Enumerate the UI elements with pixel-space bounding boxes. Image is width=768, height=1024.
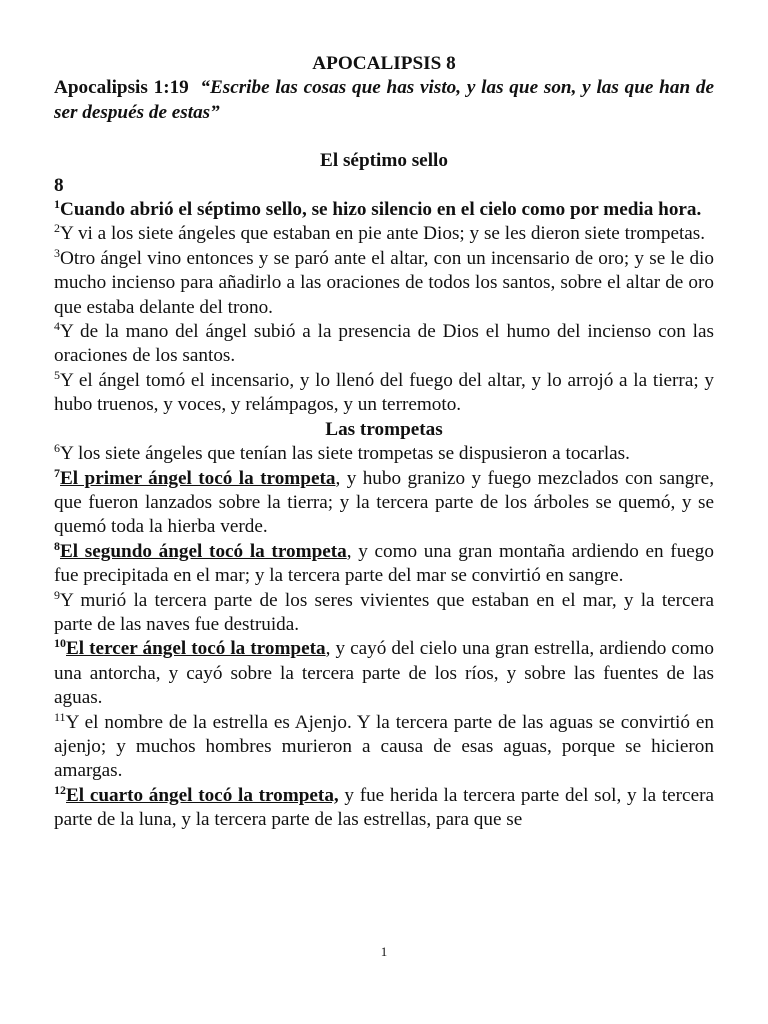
verse-number: 5	[54, 367, 60, 382]
verse-text: y fue herida la tercera parte del sol, y la tercera parte de la luna, y la tercera parte de las estrellas, para que se	[54, 784, 714, 831]
verse-number: 10	[54, 636, 66, 651]
verse-text: Y vi a los siete ángeles que estaban en pie ante Dios; y se les dieron siete trompetas.	[60, 223, 706, 245]
verse-text: Y el nombre de la estrella es Ajenjo. Y la tercera parte de las aguas se convirtió en ajenjo; y muchos hombres murieron a causa de esas aguas, porque se hicieron amargas.	[54, 711, 714, 782]
verse-text: Y los siete ángeles que tenían las siete trompetas se dispusieron a tocarlas.	[60, 443, 630, 465]
verse-12	[54, 784, 714, 833]
verse-number: 1	[54, 197, 60, 212]
verse-number: 8	[54, 538, 60, 553]
verse-lead: El segundo ángel tocó la trompeta	[60, 540, 347, 562]
verse-5	[54, 369, 714, 418]
verse-8	[54, 540, 714, 589]
verse-number: 9	[54, 587, 60, 602]
verse-lead: El cuarto ángel tocó la trompeta,	[66, 784, 339, 806]
verse-text: Y de la mano del ángel subió a la presencia de Dios el humo del incienso con las oraciones de los santos.	[54, 321, 714, 367]
epigraph-quote: “Escribe las cosas que has visto, y las que son, y las que han de ser después de estas”	[54, 77, 714, 123]
verse-text: , y cayó del cielo una gran estrella, ardiendo como una antorcha, y cayó sobre la tercera parte de los ríos, y sobre las fuentes de las aguas.	[54, 638, 714, 709]
verse-lead: El primer ángel tocó la trompeta	[60, 467, 336, 489]
verse-2	[54, 222, 714, 246]
verse-11	[54, 711, 714, 784]
verse-6	[54, 442, 714, 466]
section-heading-seventh-seal: El séptimo sello	[320, 150, 448, 172]
blank-line	[54, 125, 714, 149]
verse-1	[54, 198, 714, 222]
verse-9	[54, 589, 714, 638]
verse-number: 3	[54, 245, 60, 260]
verse-4	[54, 320, 714, 369]
verse-number: 6	[54, 441, 60, 456]
verse-text: Y murió la tercera parte de los seres vivientes que estaban en el mar, y la tercera parte de las naves fue destruida.	[54, 589, 714, 635]
verse-number: 2	[54, 221, 60, 236]
document-page	[54, 52, 714, 833]
verse-lead: El tercer ángel tocó la trompeta	[66, 638, 326, 660]
verse-text: Otro ángel vino entonces y se paró ante el altar, con un incensario de oro; y se le dio mucho incienso para añadirlo a las oraciones de todos los santos, sobre el altar de oro que estaba delante del trono.	[54, 247, 714, 318]
page-title: APOCALIPSIS 8	[312, 53, 456, 74]
verse-7	[54, 467, 714, 540]
verse-number: 4	[54, 319, 60, 334]
verse-text: Y el ángel tomó el incensario, y lo llenó del fuego del altar, y lo arrojó a la tierra; y hubo truenos, y voces, y relámpagos, y un terremoto.	[54, 369, 714, 416]
verse-text: , y como una gran montaña ardiendo en fuego fue precipitada en el mar; y la tercera parte del mar se convirtió en sangre.	[54, 540, 714, 587]
verse-text: , y hubo granizo y fuego mezclados con sangre, que fueron lanzados sobre la tierra; y la tercera parte de los árboles se quemó, y se quemó toda la hierba verde.	[54, 467, 714, 538]
verse-number: 7	[54, 465, 60, 480]
chapter-number: 8	[54, 174, 64, 196]
verse-10	[54, 637, 714, 710]
page-number: 1	[380, 944, 388, 959]
verse-number: 11	[54, 709, 66, 724]
verse-number: 12	[54, 782, 66, 797]
epigraph	[54, 76, 714, 125]
epigraph-reference: Apocalipsis 1:19	[54, 77, 189, 99]
verse-3	[54, 247, 714, 320]
verse-text: Cuando abrió el séptimo sello, se hizo silencio en el cielo como por media hora.	[60, 199, 702, 221]
section-heading-trumpets: Las trompetas	[325, 418, 443, 440]
